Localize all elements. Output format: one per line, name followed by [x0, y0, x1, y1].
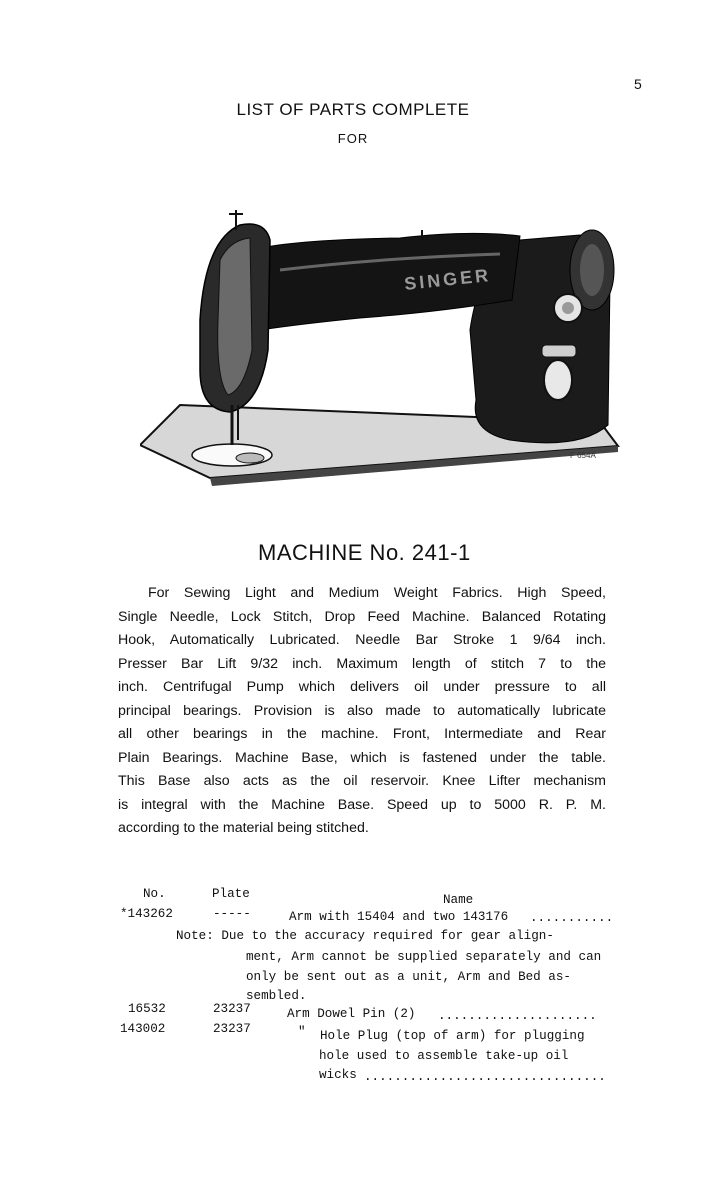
description-line: all other bearings in the machine. Front, Intermediate and Rear [118, 726, 606, 742]
description-line: is integral with the Machine Base. Speed up to 5000 R. P. M. [118, 796, 606, 813]
part-name: Arm with 15404 and two 143176 [289, 910, 509, 924]
description-line: Hook, Automatically Lubricated. Needle Bar Stroke 1 9/64 inch. [118, 632, 606, 648]
plate-number: 23237 [213, 1022, 251, 1036]
note-line: sembled. [246, 989, 307, 1003]
column-header-plate: Plate [212, 887, 250, 901]
brand-text: SINGER [403, 264, 492, 294]
page-number: 5 [634, 76, 642, 92]
column-header-name: Name [443, 893, 474, 907]
description-line: Presser Bar Lift 9/32 inch. Maximum length of stitch 7 to the [118, 655, 606, 672]
column-header-no: No. [143, 887, 166, 901]
dot-leader: ................................ [364, 1070, 606, 1084]
bobbin-winder [544, 360, 572, 400]
machine-heading: MACHINE No. 241-1 [258, 540, 471, 565]
description-line: This Base also acts as the oil reservoir. Knee Lifter mechanism [118, 773, 606, 789]
illustration-caption: F 654A [570, 451, 596, 460]
part-name-line: hole used to assemble take-up oil [319, 1049, 569, 1063]
dot-leader: ..................... [438, 1009, 597, 1023]
note-line: only be sent out as a unit, Arm and Bed as- [246, 970, 571, 984]
description-line: principal bearings. Provision is also made to automatically lubricate [118, 702, 606, 719]
description-line: For Sewing Light and Medium Weight Fabrics. High Speed, [148, 585, 606, 601]
machine-description [118, 582, 606, 841]
description-line: Single Needle, Lock Stitch, Drop Feed Machine. Balanced Rotating [118, 608, 606, 625]
note-line: ment, Arm cannot be supplied separately and can [246, 950, 602, 964]
part-name-line: wicks [319, 1068, 357, 1082]
part-name: Arm Dowel Pin (2) [287, 1007, 416, 1021]
page-subtitle: FOR [337, 131, 369, 146]
description-line: inch. Centrifugal Pump which delivers oil under pressure to all [118, 679, 606, 695]
ditto-mark: " [298, 1025, 306, 1039]
part-number: *143262 [120, 907, 173, 921]
plate-number: 23237 [213, 1002, 251, 1016]
page-title: LIST OF PARTS COMPLETE [236, 100, 470, 119]
part-name-line: Hole Plug (top of arm) for plugging [320, 1029, 585, 1043]
part-number: 143002 [120, 1022, 166, 1036]
sewing-machine-illustration [140, 200, 620, 490]
description-line: Plain Bearings. Machine Base, which is fastened under the table. [118, 749, 606, 766]
note-line: Note: Due to the accuracy required for gear align- [176, 929, 554, 943]
dot-leader: ........... [530, 911, 614, 925]
part-number: 16532 [128, 1002, 166, 1016]
plate-number: ----- [213, 907, 251, 921]
description-line: according to the material being stitched. [118, 820, 369, 836]
